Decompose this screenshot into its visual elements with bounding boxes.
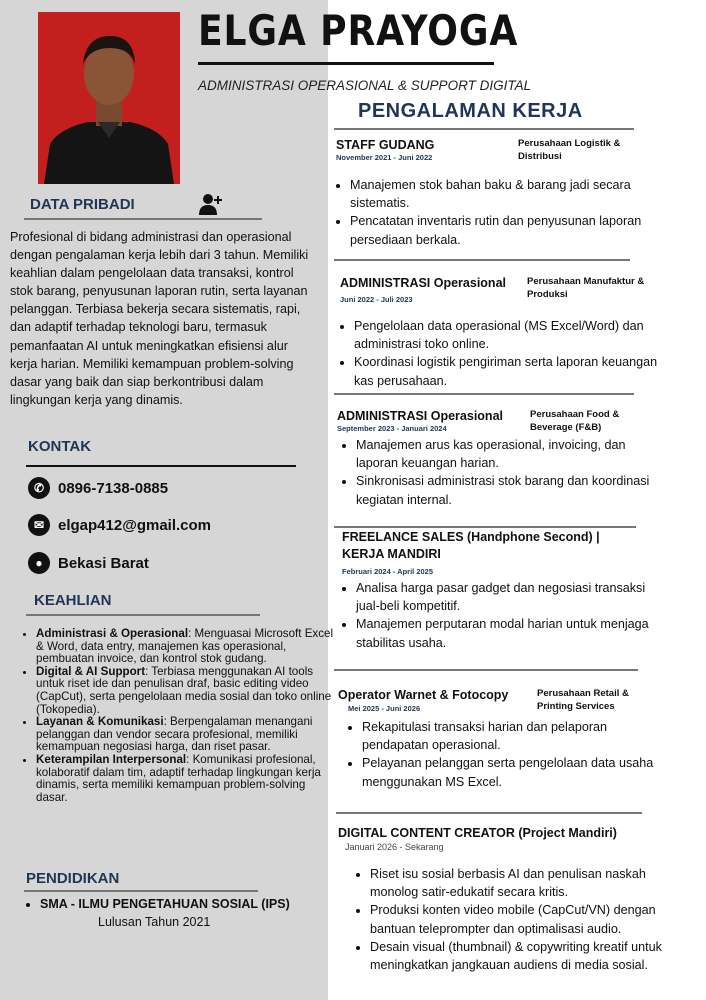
- job-company: Perusahaan Retail & Printing Services: [537, 688, 629, 712]
- section-title-skills: KEAHLIAN: [34, 592, 112, 609]
- job-bullets: [342, 579, 656, 652]
- job-bullet: • Manajemen perputaran modal harian untuk menjaga stabilitas usaha.: [356, 615, 656, 651]
- section-title-contact: KONTAK: [28, 438, 92, 455]
- education-year: Lulusan Tahun 2021: [98, 915, 211, 929]
- skill-text: : Menguasai Microsoft Excel & Word, data entry, manajemen kas operasional, pembuatan invoice, dan kontrol stok gudang.: [36, 627, 334, 666]
- divider-contact: [26, 465, 296, 467]
- divider-education: [24, 890, 258, 892]
- skills-list: [22, 628, 336, 804]
- job-bullet: • Manajemen arus kas operasional, invoicing, dan laporan keuangan harian.: [356, 436, 666, 472]
- job-bullet: • Produksi konten video mobile (CapCut/VN) dengan bantuan teleprompter dan optimalisasi audio.: [370, 901, 690, 937]
- job-bullets: [356, 865, 690, 974]
- divider-personal: [24, 218, 262, 220]
- job-bullets: [348, 718, 662, 791]
- job-date: September 2023 - Januari 2024: [337, 424, 447, 433]
- job-title: DIGITAL CONTENT CREATOR (Project Mandiri): [338, 826, 617, 840]
- job-title: Operator Warnet & Fotocopy: [338, 688, 509, 702]
- location-text: Bekasi Barat: [58, 554, 149, 572]
- phone-number: 0896-7138-0885: [58, 479, 169, 497]
- job-date: Februari 2024 - April 2025: [342, 567, 434, 576]
- job-date: Mei 2025 - Juni 2026: [348, 704, 421, 713]
- email-address: elgap412@gmail.com: [58, 516, 212, 534]
- skill-label: Digital & AI Support: [36, 664, 146, 678]
- profile-photo: [38, 12, 180, 184]
- contact-phone: [28, 477, 168, 499]
- skill-label: Keterampilan Interpersonal: [36, 752, 187, 766]
- divider-job: [334, 259, 630, 261]
- divider-experience: [334, 128, 634, 130]
- job-company: Perusahaan Manufaktur & Produksi: [527, 276, 645, 300]
- full-name: ELGA PRAYOGA: [198, 6, 519, 55]
- contact-location: [28, 552, 149, 574]
- job-bullet: • Koordinasi logistik pengiriman serta laporan keuangan kas perusahaan.: [354, 353, 674, 389]
- section-title-education: PENDIDIKAN: [26, 870, 120, 887]
- job-title: FREELANCE SALES (Handphone Second) |: [342, 530, 600, 544]
- skill-item: [36, 666, 336, 716]
- job-company: Perusahaan Logistik & Distribusi: [518, 138, 621, 162]
- job-bullet: • Analisa harga pasar gadget dan negosiasi transaksi jual-beli kompetitif.: [356, 579, 656, 615]
- job-date: Januari 2026 - Sekarang: [345, 842, 444, 852]
- contact-email: [28, 514, 211, 536]
- skill-text: : Komunikasi profesional, kolaboratif dalam tim, adaptif terhadap lingkungan kerja dinamis, serta memiliki kemampuan problem-solving dasar.: [36, 752, 321, 804]
- email-icon: ✉: [28, 514, 50, 536]
- skill-label: Layanan & Komunikasi: [36, 715, 164, 729]
- profile-summary: Profesional di bidang administrasi dan operasional dengan pengalaman kerja lebih dari 3 tahun. Memiliki keahlian dalam pengelolaan data transaksi, kontrol stok barang, penyusunan laporan rutin, serta layanan pelanggan. Terbiasa bekerja secara sistematis, rapi, dan adaptif terhadap teknologi baru, termasuk pemanfaatan AI untuk meningkatkan efisiensi alur kerja harian. Memiliki kemampuan problem-solving dasar yang baik dan siap berkontribusi dalam lingkungan kerja yang dinamis.: [10, 230, 309, 407]
- job-bullet: • Manajemen stok bahan baku & barang jadi secara sistematis.: [350, 176, 650, 212]
- skill-text: : Berpengalaman menangani pelanggan dan vendor secara profesional, memiliki kemampuan negosiasi harga, dan riset pasar.: [36, 715, 313, 754]
- divider-skills: [26, 614, 260, 616]
- job-date: Juni 2022 - Juli 2023: [340, 295, 413, 304]
- job-company: Perusahaan Food & Beverage (F&B): [530, 409, 620, 433]
- phone-icon: ✆: [28, 477, 50, 499]
- skill-item: [36, 754, 336, 804]
- job-subtitle: ADMINISTRASI OPERASIONAL & SUPPORT DIGITAL: [198, 78, 532, 93]
- person-portrait: [38, 12, 180, 184]
- job-bullet: • Pengelolaan data operasional (MS Excel/Word) dan administrasi toko online.: [354, 317, 674, 353]
- location-pin-icon: ●: [28, 552, 50, 574]
- name-underline: [198, 62, 494, 65]
- job-bullet: • Sinkronisasi administrasi stok barang dan koordinasi kegiatan internal.: [356, 472, 666, 508]
- job-bullet: • Pelayanan pelanggan serta pengelolaan data usaha menggunakan MS Excel.: [362, 754, 662, 790]
- section-title-experience: PENGALAMAN KERJA: [358, 100, 583, 122]
- add-user-icon: [198, 192, 224, 221]
- job-title: ADMINISTRASI Operasional: [337, 409, 503, 423]
- education-school: • SMA - ILMU PENGETAHUAN SOSIAL (IPS): [40, 897, 290, 911]
- job-bullet: • Riset isu sosial berbasis AI dan penulisan naskah monolog satir-edukatif secara kritis.: [370, 865, 690, 901]
- skill-text: : Terbiasa menggunakan AI tools untuk riset ide dan penulisan draf, basic editing video (CapCut), serta pengelolaan media sosial dan toko online (Tokopedia).: [36, 664, 332, 716]
- divider-job: [334, 669, 638, 671]
- education-list: [22, 897, 290, 911]
- skill-item: [36, 716, 336, 754]
- job-bullet: • Pencatatan inventaris rutin dan penyusunan laporan persediaan berkala.: [350, 212, 650, 248]
- job-bullets: [336, 176, 650, 249]
- job-bullet: • Desain visual (thumbnail) & copywriting kreatif untuk meningkatkan jangkauan audiens di media sosial.: [370, 938, 690, 974]
- divider-job: [334, 526, 636, 528]
- job-title-line2: KERJA MANDIRI: [342, 547, 441, 561]
- job-bullets: [340, 317, 674, 390]
- job-title: ADMINISTRASI Operasional: [340, 276, 506, 290]
- job-bullets: [342, 436, 666, 509]
- section-title-personal: DATA PRIBADI: [30, 196, 135, 213]
- job-date: November 2021 - Juni 2022: [336, 153, 433, 162]
- skill-label: Administrasi & Operasional: [36, 627, 189, 640]
- skill-item: [36, 628, 336, 666]
- divider-job: [334, 393, 634, 395]
- divider-job: [336, 812, 642, 814]
- job-title: STAFF GUDANG: [336, 138, 435, 152]
- job-bullet: • Rekapitulasi transaksi harian dan pelaporan pendapatan operasional.: [362, 718, 662, 754]
